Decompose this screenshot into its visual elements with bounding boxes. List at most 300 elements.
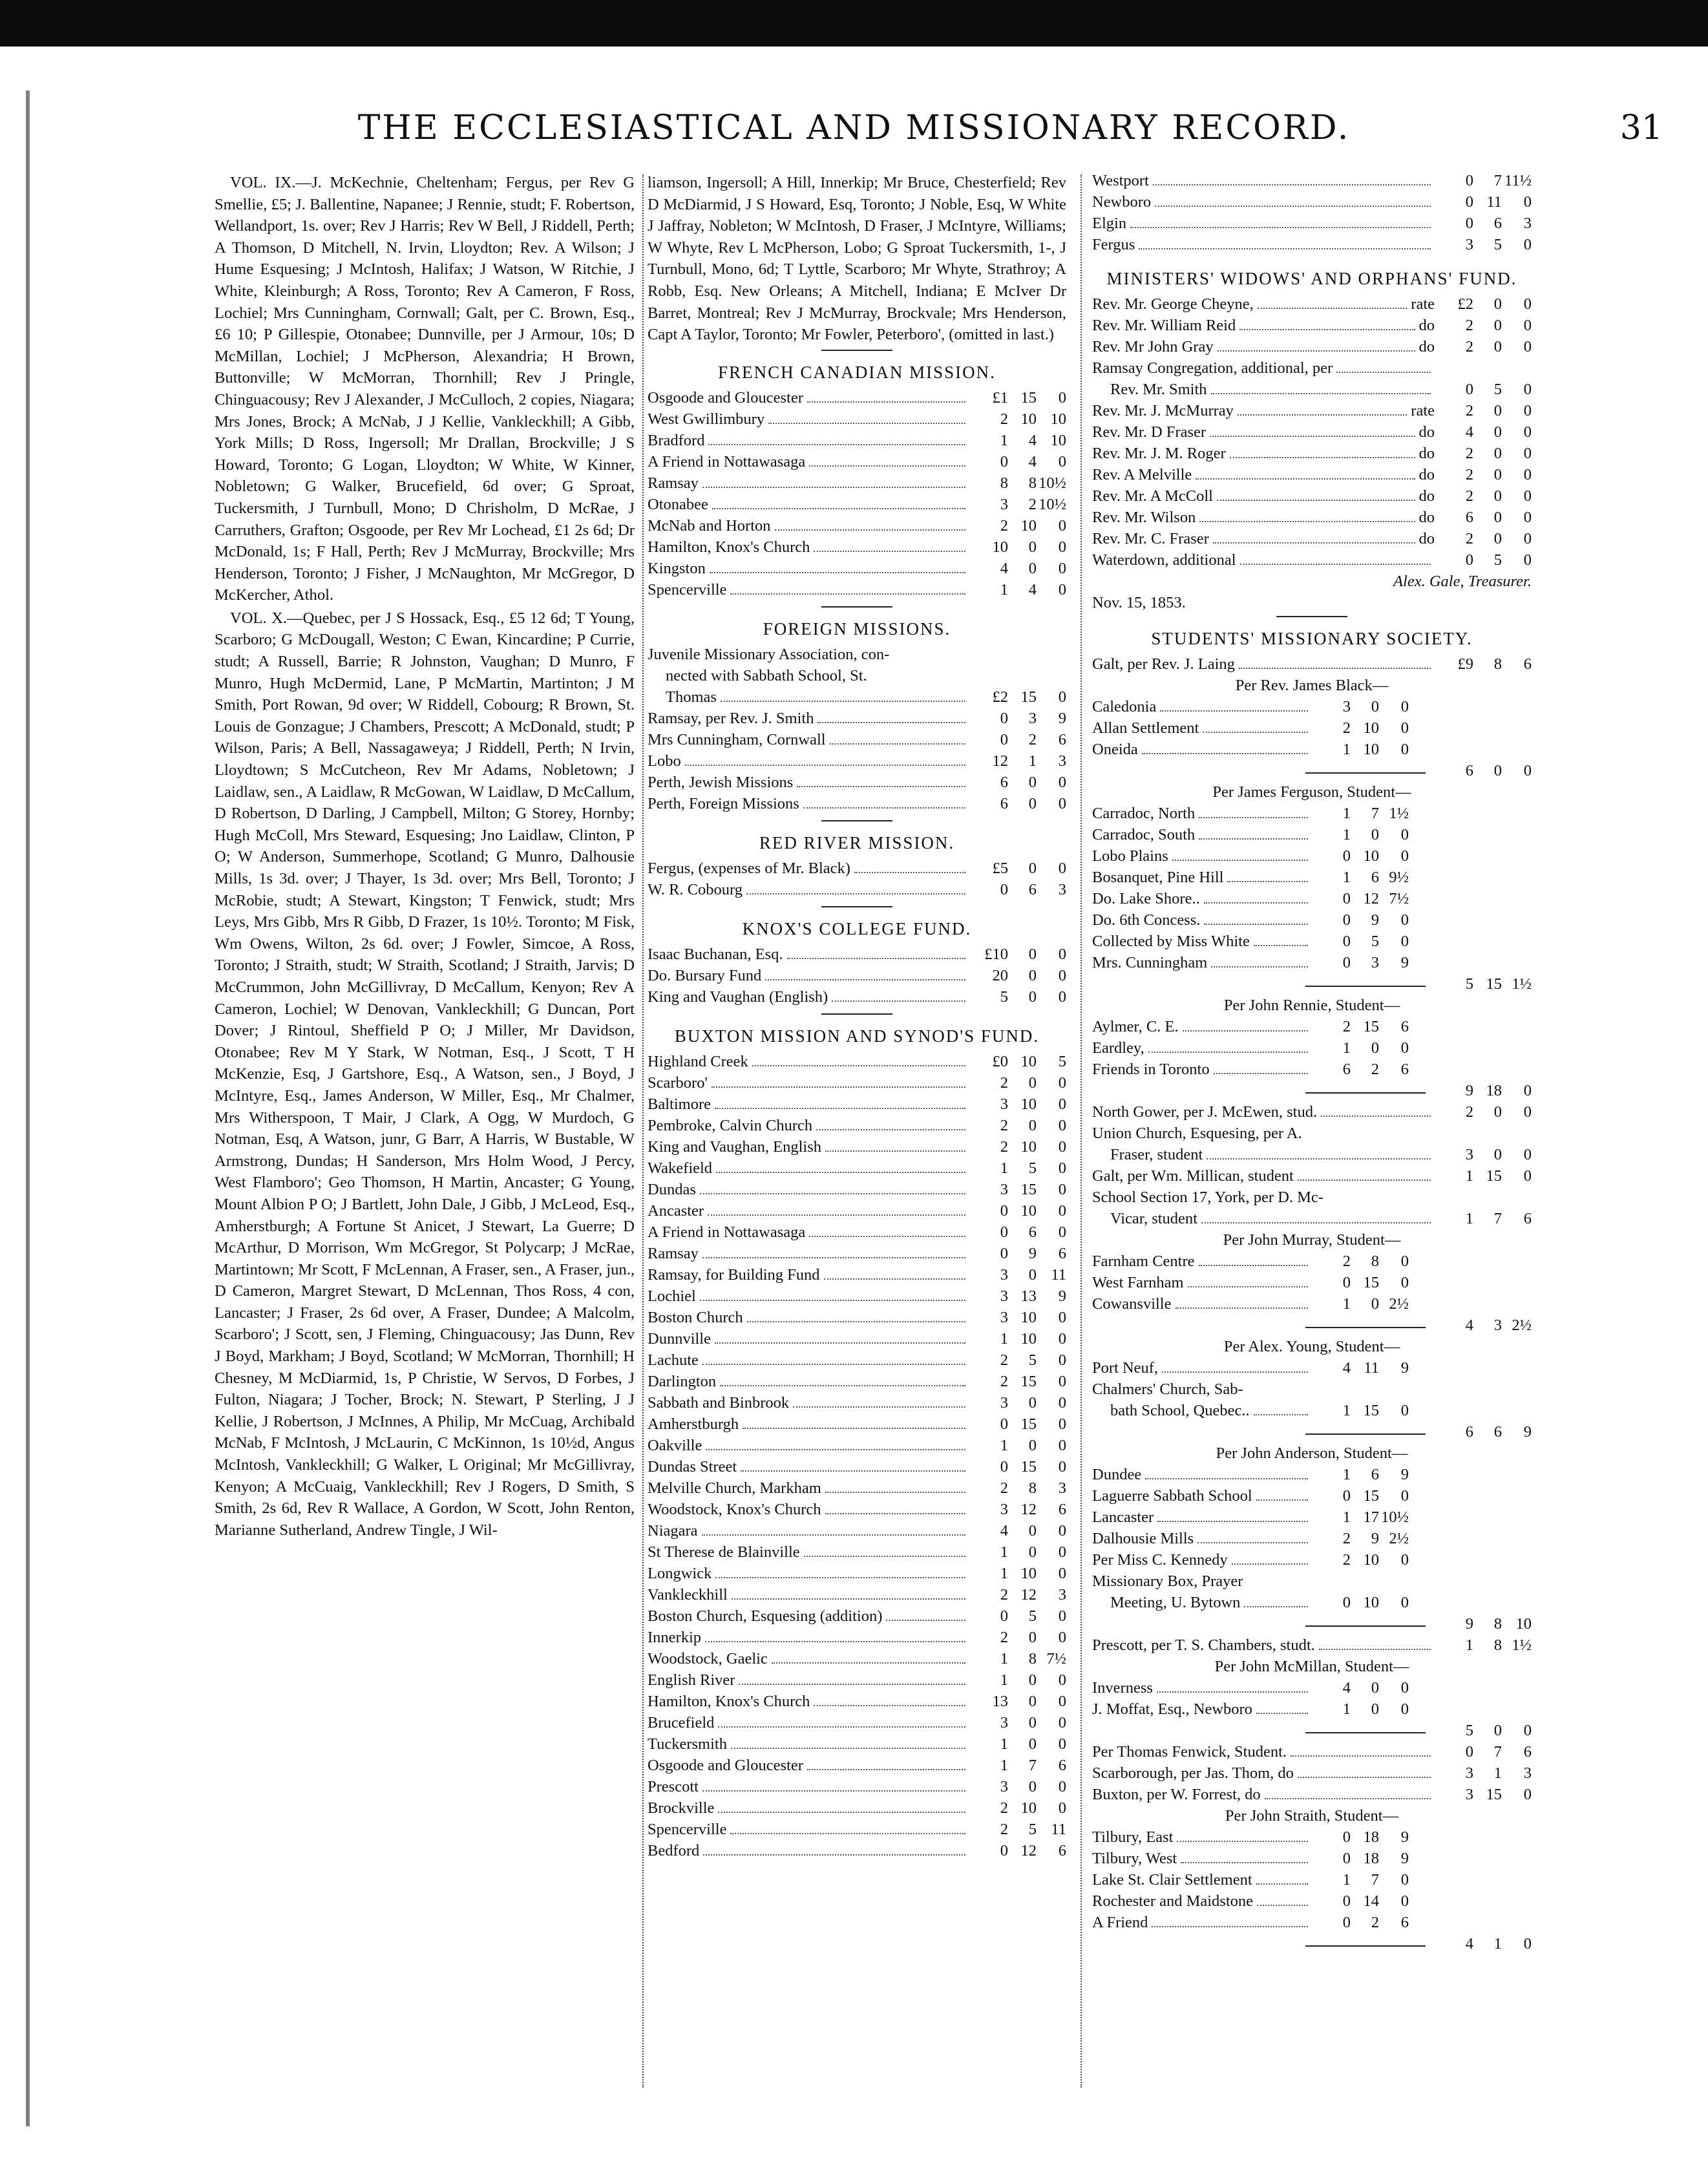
amount-part: 1 [1493,1764,1502,1782]
entry-label: Carradoc, North [1092,805,1196,822]
amount-part: £1 [992,388,1008,407]
amount [1312,805,1409,823]
entry-label: Scarborough, per Jas. Thom, do [1092,1764,1294,1782]
amount-part: 0 [1400,719,1409,737]
amount-part: 9 [1400,1466,1409,1483]
dot-leader [1176,1307,1309,1309]
amount [1312,1892,1409,1910]
entry-row [1092,215,1532,236]
amount-part: 0 [1523,338,1532,355]
amount [1435,1615,1532,1633]
dot-leader [746,893,965,894]
amount-part: 2 [1465,445,1473,462]
amount-part: 0 [1058,945,1066,963]
amount-part: 6 [1523,655,1532,673]
amount [1435,762,1532,780]
amount-part: 11 [1051,1265,1066,1284]
page-number: 31 [1619,109,1663,147]
amount [1312,1253,1409,1271]
amount-part: 0 [1400,933,1409,950]
dot-leader [700,1193,965,1194]
amount-part: 0 [1523,317,1532,334]
amount-part: 0 [1523,423,1532,441]
entry-label: Thomas [666,688,717,706]
dot-leader [1160,710,1308,712]
amount [1435,1146,1532,1164]
entry-row [648,752,1066,774]
amount-part: 0 [1058,388,1066,407]
amount-part: 0 [1400,1274,1409,1291]
amount [1435,1636,1532,1655]
amount-part: 11 [1364,1359,1379,1377]
entry-label: bath School, Quebec.. [1110,1402,1250,1419]
dot-leader [708,1214,965,1216]
dot-leader [705,1641,965,1642]
dot-leader [765,979,965,980]
dot-leader [1239,668,1431,669]
amount-part: 0 [1400,1551,1409,1569]
amount [969,496,1066,514]
column-middle [648,172,1066,2150]
amount [969,1565,1066,1583]
amount-part: 0 [1058,1095,1066,1113]
subscriptions-vol-x: VOL. X.—Quebec, per J S Hossack, Esq., £5 12 6d; T Young, Scarboro; G McDougall, Weston; C Ewan, Kincardine; P Currie, studt; A Russell, Barrie; R Johnston, Vaughan; D Munro, F Munro, Hugh McDermid, Lane, P McMartin, Martinton; J M Smith, Port Rowan, 9d over; W Riddell, Cobourg; R Brown, St. Louis de Gonzague; J Chambers, Prescott; A McDonald, studt; P Wilson, Paris; A Bell, Nassagaweya; J Riddell, Perth; N Irvin, Lloydtown; S McCutcheon, Rev Mr Adams, Nobletown; J Laidlaw, sen., A Laidlaw, R McGowan, W Laidlaw, D McCallum, D Robertson, D Darling, J Campbell, Milton; G Storey, Hornby; Hugh McColl, Mrs Steward, Esquesing; Jno Laidlaw, Clinton, P O; W Anderson, Summerhope, Scotland; G Munro, Dalhousie Mills, 1s 3d. over; J Thayer, 1s 3d. over; Mrs Bell, Toronto; J McRobie, studt; A Stewart, Kingston; T Fenwick, studt; Mrs Leys, Mrs Gibb, Mrs R Gibb, D Frazer, 1s 10½. Toronto; M Fisk, Wm Owens, Wilton, 2s 6d. over; J Fowler, Simcoe, A Ross, Toronto; J Straith, studt; W Straith, Scotland; J Straith, Jarvis; D McCrummon, John McGillivray, D McCallum, Kenyon; Rev A Cameron, Lochiel; W Denovan, Vankleckhill; G Duncan, Port Dover; J Rintoul, Sheffield P O; J Miller, Mr Davidson, Otonabee; Rev M Y Stark, W Notman, Esq., J Scott, T H McKenzie, Esq, J Gartshore, Esq., A Watson, sen., J Boyd, J McIntyre, Esq., James Anderson, W Miller, Esq., Mr Chalmer, Mrs Witherspoon, T Mair, J Clark, A Ogg, W Murdoch, G Notman, Esq, A Watson, junr, G Barr, A Harris, W Bustable, W Armstrong, Dundas; H Sanderson, Mrs Holm Wood, J Percy, West Flamboro'; Geo Thomson, H Martin, Ancaster; G Young, Mount Albion P O; J Bartlett, John Dale, J Gibb, J McLeod, Esq., Amherstburgh; A Fortune St Anicet, J Stewart, La Guerre; D McArthur, D Morrison, Wm McGregor, St Polycarp; J McRae, Martintown; Mr Scott, F McLennan, A Fraser, sen., A Fraser, jun., D Cameron, Margret Stewart, D McLennan, Thos Ross, 4 con, Lancaster; J Fraser, 2s 6d over, A Fraser, Dundee; A Malcolm, Scarboro'; J Scott, sen, J Fleming, Chinguacousy; Jas Dunn, Rev J Boyd, Markham; J Boyd, Scotland; W McMorran, Thornhill; H Chesney, M McDiarmid, 1s, P Christie, W Servos, D Forbes, J Fulton, Niagara; J Tocher, Brock; N. Stewart, P Sterling, J J Kellie, J Robertson, J McInnes, A Philip, Mr McCuag, Archibald McNab, F McIntosh, J McLaurin, C McKinnon, 1s 10½d, Angus McIntosh, Vankleckhill; G Walker, L Original; Mr McGillivray, Kenyon; A McCuaig, Vankleckhill; Rev J Rogers, D Smith, S Smith, 2s 6d, Rev R Wallace, A Gordon, W Scott, John Renton, Marianne Sutherland, Andrew Tingle, J Wil- [215,609,635,1539]
entry-row [648,1522,1066,1543]
amount-part: 3 [1493,1317,1502,1334]
amount-part: 3 [1342,698,1351,715]
amount-part: 8 [1493,655,1502,673]
entry-row [1092,1764,1532,1786]
entry-label: A Friend in Nottawasaga [648,452,806,471]
amount-part: 1 [1465,1636,1473,1654]
amount-part: 0 [1028,559,1037,577]
entry-label: Dunnville [648,1329,711,1348]
amount-part: 3 [1000,1777,1008,1795]
amount-part: 0 [1400,1594,1409,1611]
amount-part: 18 [1363,1828,1379,1846]
dot-leader [720,1385,965,1386]
group-total [1092,1423,1532,1445]
amount [969,1501,1066,1519]
amount-part: 6 [1400,1914,1409,1931]
column-divider [1081,175,1083,2088]
entry-row [648,1607,1066,1629]
dot-leader [1254,945,1308,946]
amount-part: 10 [1363,741,1379,758]
dot-leader [797,786,965,787]
amount-part: 7 [1028,1756,1037,1774]
amount-part: 0 [1400,1871,1409,1889]
amount [1312,1402,1409,1420]
amount-part: 6 [1523,1210,1532,1227]
entry-label: Woodstock, Knox's Church [648,1500,821,1518]
amount-part: 15 [1363,1274,1379,1291]
dot-leader [1227,881,1308,882]
amount-part: 0 [1400,826,1409,843]
amount [969,1629,1066,1647]
entry-label: Bedford [648,1841,700,1859]
amount-part: 0 [1371,1295,1379,1313]
amount-part: 8 [1028,474,1037,492]
entry-label: Spencerville [648,1820,727,1838]
amount-part: 13 [992,1692,1008,1710]
section-title: BUXTON MISSION AND SYNOD'S FUND. [674,1026,1040,1046]
date-line: Nov. 15, 1853. [1092,594,1186,611]
total-rule [1305,1625,1426,1627]
amount-part: 12 [992,752,1008,770]
entry-row [1092,805,1409,826]
amount-part: 0 [1028,538,1037,556]
amount-part: 2½ [1389,1530,1409,1547]
amount-part: 2 [1465,487,1473,505]
entry-row [648,474,1066,496]
entry-label: Rev. Mr. D Fraser [1092,423,1207,441]
amount-part: 0 [1058,1564,1066,1582]
entry-note: do [1418,530,1435,547]
amount [1435,466,1532,484]
amount-part: 0 [1058,1799,1066,1817]
dot-leader [1145,1478,1308,1479]
entry-row [648,967,1066,988]
entry-note: do [1418,445,1435,462]
amount-part: 2 [1000,1074,1008,1092]
amount [969,1586,1066,1604]
amount-part: 0 [1028,773,1037,791]
amount-part: 0 [1523,193,1532,211]
amount [1312,1828,1409,1847]
amount-part: 3 [1000,495,1008,513]
amount-part: 12 [1020,1841,1037,1859]
amount-part: £9 [1457,655,1473,673]
entry-row [1092,1103,1532,1125]
amount [969,389,1066,407]
amount [969,1693,1066,1711]
amount-part: 0 [1028,945,1037,963]
dot-leader [824,1278,965,1280]
entry-label: nected with Sabbath School, St. [666,666,867,684]
entry-row [648,1394,1066,1415]
amount-part: 0 [1000,452,1008,471]
amount-part: 0 [1493,1722,1502,1739]
entry-row [648,731,1066,752]
dot-leader [1203,732,1308,733]
amount-part: 5 [1028,1820,1037,1838]
entry-label: School Section 17, York, per D. Mc- [1092,1189,1323,1206]
amount [1435,423,1532,441]
amount [969,1650,1066,1668]
entry-label: Inverness [1092,1679,1153,1697]
dot-leader [1199,838,1308,840]
entry-label: Union Church, Esquesing, per A. [1092,1125,1302,1142]
section-rule [821,906,892,907]
amount-part: 0 [1342,933,1351,950]
amount-part: 5 [1028,1607,1037,1625]
amount-part: 10 [1515,1615,1532,1633]
entry-label: Per Thomas Fenwick, Student. [1092,1743,1287,1761]
section-title: FRENCH CANADIAN MISSION. [718,362,996,382]
dot-leader [1183,1030,1308,1032]
amount-part: 0 [1400,1253,1409,1270]
amount-part: 4 [1342,1679,1351,1697]
amount-part: 0 [1028,1521,1037,1540]
amount-part: 6 [1028,1223,1037,1241]
amount-part: 0 [1523,1103,1532,1121]
entry-row [648,1714,1066,1735]
amount-part: 5 [1493,381,1502,398]
entry-label: Aylmer, C. E. [1092,1018,1179,1035]
amount-part: 11 [1486,193,1502,211]
entry-label: Vicar, student [1110,1210,1197,1227]
entry-row [648,1181,1066,1202]
entry-label: Rev. Mr. C. Fraser [1092,530,1209,547]
dot-leader [1256,1499,1308,1501]
dot-leader [1319,1649,1431,1650]
amount-part: 0 [1058,559,1066,577]
dot-leader [1230,457,1415,458]
entry-label: Hamilton, Knox's Church [648,538,810,556]
amount [1312,1850,1409,1868]
amount [1312,826,1409,844]
entry-label: Longwick [648,1564,712,1582]
entry-label: Rev. Mr. William Reid [1092,317,1236,334]
amount-part: 1 [1342,1295,1351,1313]
column-left [215,172,635,2150]
amount-part: 7 [1371,805,1379,822]
dot-leader [825,1150,965,1152]
dot-leader [886,1620,965,1621]
amount-part: 0 [1058,452,1066,471]
entry-label: West Farnham [1092,1274,1184,1291]
amount-part: 15 [1486,1786,1502,1803]
amount [969,1287,1066,1306]
amount-part: 1 [1000,1564,1008,1582]
amount [1312,741,1409,759]
entry-row [1092,869,1409,890]
entry-label: Rev. Mr. Smith [1110,381,1207,398]
amount [1312,1018,1409,1036]
amount [1435,487,1532,505]
dot-leader [718,1726,965,1728]
entry-row [1092,1359,1409,1381]
dot-leader [1204,924,1308,925]
amount-part: 5 [1493,236,1502,253]
dot-leader [825,1492,965,1493]
entry-label: Port Neuf, [1092,1359,1159,1377]
amount [969,1735,1066,1753]
amount-part: 0 [1058,988,1066,1006]
amount-part: 0 [1028,1543,1037,1561]
amount-part: 0 [1028,988,1037,1006]
entry-row [648,667,1066,688]
amount-part: 3 [1000,1308,1008,1326]
amount-part: 10 [1363,1551,1379,1569]
amount-part: 0 [1058,1372,1066,1390]
entry-row [648,410,1066,432]
amount-part: 15 [1020,1415,1037,1433]
group-heading: Per Rev. James Black— [1235,677,1389,694]
amount [969,710,1066,728]
amount-part: 0 [1058,1521,1066,1540]
amount-part: 3 [1058,880,1066,898]
entry-label: Hamilton, Knox's Church [648,1692,810,1710]
amount-part: 7 [1493,1210,1502,1227]
entry-label: Per Miss C. Kennedy [1092,1551,1228,1569]
amount-part: 8 [1028,1479,1037,1497]
amount-part: 12 [1020,1500,1037,1518]
amount-part: 8 [1493,1636,1502,1654]
total-rule [1305,1732,1426,1733]
entry-label: Rev. Mr. Wilson [1092,509,1196,526]
amount-part: 2½ [1389,1295,1409,1313]
amount-part: 0 [1028,1777,1037,1795]
amount [969,1757,1066,1775]
entry-label: Spencerville [648,580,727,598]
amount-part: 10½ [1381,1508,1409,1526]
entry-row [1092,911,1409,933]
amount-part: 17 [1363,1508,1379,1526]
amount-part: 2 [1465,402,1473,419]
entry-label: Prescott [648,1777,699,1795]
dot-leader [1157,1691,1308,1693]
dot-leader [1213,542,1415,544]
amount-part: 0 [1058,1116,1066,1134]
amount-part: 1 [1342,1466,1351,1483]
entry-label: Do. Bursary Fund [648,966,762,984]
entry-row [1092,1402,1409,1423]
amount [1312,954,1409,972]
entry-row [648,1159,1066,1181]
entry-row [648,1287,1066,1309]
dot-leader [1238,414,1407,416]
dot-leader [715,1342,965,1344]
entry-row [648,860,1066,881]
amount-part: 0 [1493,509,1502,526]
amount-part: 10 [1020,1052,1037,1070]
entry-row [648,1074,1066,1095]
amount-part: 9 [1465,1615,1473,1633]
amount-part: 1 [1342,826,1351,843]
amount-part: 3 [1058,1585,1066,1603]
amount-part: 0 [1371,1039,1379,1057]
amount-part: 2 [1465,317,1473,334]
entry-label: Boston Church, Esquesing (addition) [648,1607,883,1625]
entry-row [1092,551,1532,573]
amount-part: 2 [1371,1914,1379,1931]
dot-leader [1197,1542,1308,1543]
dot-leader [825,1513,965,1514]
entry-row [648,1095,1066,1117]
amount-part: 4 [1028,452,1037,471]
entry-row [648,795,1066,816]
amount [1435,1103,1532,1121]
entry-label: Ramsay, for Building Fund [648,1265,820,1284]
amount-part: 1 [1465,1167,1473,1185]
amount-part: 0 [1058,1692,1066,1710]
entry-label: J. Moffat, Esq., Newboro [1092,1700,1252,1718]
amount-part: 0 [1523,381,1532,398]
amount [1312,1679,1409,1697]
dot-leader [1196,478,1415,480]
entry-row [648,710,1066,731]
amount-part: 15 [1020,1180,1037,1198]
amount-part: 5 [1000,988,1008,1006]
amount-part: 3 [1465,1146,1473,1163]
entry-note: rate [1411,295,1435,313]
amount-part: 9 [1371,911,1379,929]
amount-part: 2 [1000,516,1008,534]
entry-row [1092,1061,1409,1082]
group-heading: Per John Anderson, Student— [1216,1445,1408,1462]
entry-label: W. R. Cobourg [648,880,743,898]
dot-leader [1142,753,1308,754]
entry-label: Dundas Street [648,1457,737,1476]
amount [1312,719,1409,737]
entry-row [1092,1253,1409,1274]
entry-row [1092,890,1409,911]
amount-part: 0 [1028,1074,1037,1092]
entry-row [1092,338,1532,359]
entry-row [1092,1274,1409,1295]
entry-label: Oakville [648,1436,702,1454]
amount-part: 0 [1058,1223,1066,1241]
dot-leader [712,1086,965,1088]
section-rule [1276,616,1347,617]
entry-row [648,1735,1066,1757]
entry-label: Osgoode and Gloucester [648,1756,803,1774]
amount [969,1522,1066,1540]
amount-part: £5 [992,859,1008,877]
entry-label: Sabbath and Binbrook [648,1393,790,1412]
amount [1312,1295,1409,1313]
amount-part: 0 [1493,1103,1502,1121]
amount [1312,1039,1409,1057]
amount [1435,338,1532,356]
amount-part: 5 [1028,1351,1037,1369]
amount-part: 0 [1028,966,1037,984]
dot-leader [702,1790,965,1792]
amount-part: 1 [1342,869,1351,886]
dot-leader [752,1065,965,1066]
entry-row [1092,719,1409,741]
amount [1435,1743,1532,1761]
amount-part: 2 [1028,730,1037,748]
amount-part: 3 [1371,954,1379,971]
entry-label: Lobo [648,752,681,770]
entry-row [648,1479,1066,1501]
dot-leader [1172,860,1308,861]
dot-leader [685,765,965,766]
amount-part: 15 [1363,1018,1379,1035]
amount-part: 0 [1058,538,1066,556]
amount-part: 6 [1493,215,1502,232]
amount-part: 15 [1363,1402,1379,1419]
amount [1312,1487,1409,1505]
amount-part: 0 [1342,1487,1351,1505]
dot-leader [731,1748,965,1749]
entry-row [1092,1167,1532,1189]
entry-row [1092,487,1532,509]
entry-row [648,1117,1066,1138]
amount-part: 0 [1523,1146,1532,1163]
amount-part: 0 [1000,1607,1008,1625]
amount-part: 6 [1493,1423,1502,1441]
group-total [1092,1722,1532,1743]
amount-part: 4 [1465,423,1473,441]
amount [969,1394,1066,1412]
entry-row [648,1693,1066,1714]
amount [1435,1210,1532,1228]
dot-leader [712,508,965,509]
